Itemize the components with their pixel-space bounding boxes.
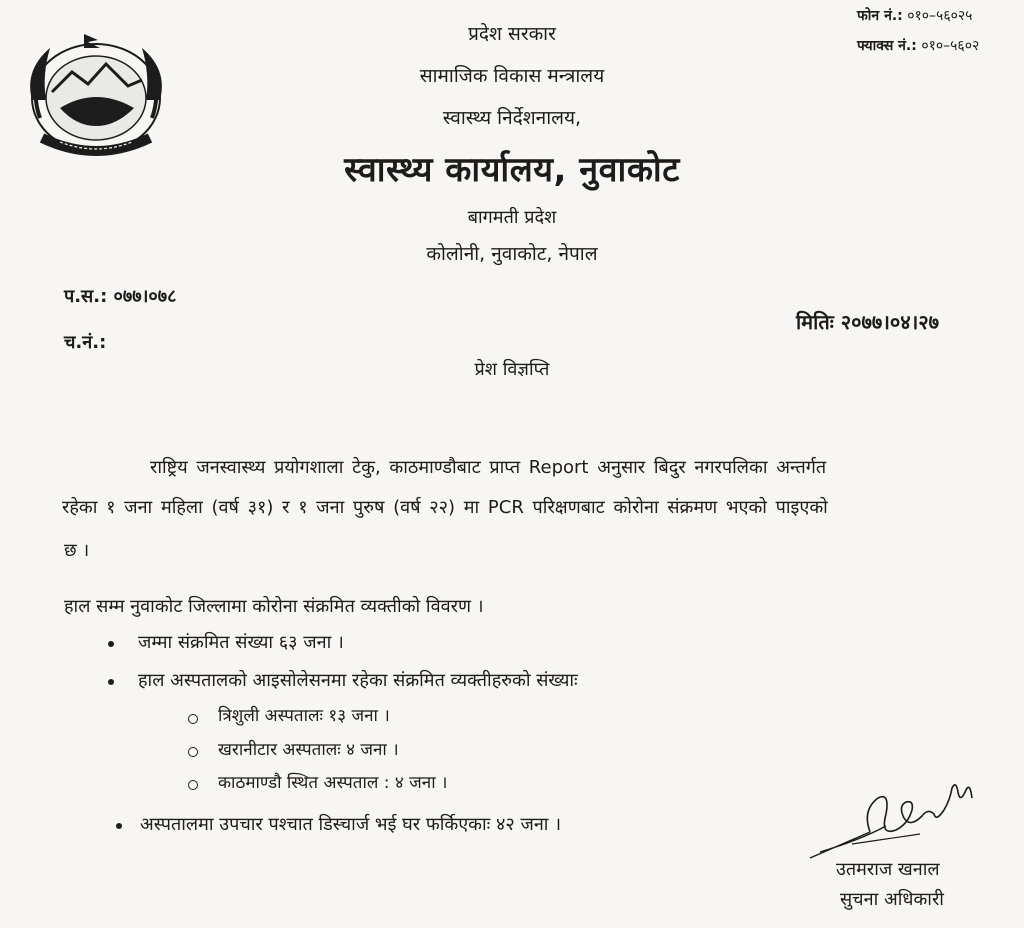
- summary-heading: हाल सम्म नुवाकोट जिल्लामा कोरोना संक्रमित व्यक्तीको विवरण ।: [64, 596, 484, 617]
- fax-value: ०१०–५६०२: [921, 38, 980, 54]
- document-date: मितिः २०७७।०४।२७: [796, 310, 940, 334]
- circle-bullet-icon: [188, 780, 198, 790]
- provincial-government: प्रदेश सरकार: [468, 23, 556, 45]
- signatory-name: उतमराज खनाल: [836, 859, 940, 880]
- province-name: बागमती प्रदेश: [467, 207, 557, 228]
- handwritten-signature: [800, 770, 990, 865]
- list-item-discharged: अस्पतालमा उपचार पश्चात डिस्चार्ज भई घर फर्किएकाः ४२ जना ।: [140, 814, 562, 835]
- paragraph-line-2: रहेका १ जना महिला (वर्ष ३१) र १ जना पुरुष (वर्ष २२) मा PCR परिक्षणबाट कोरोना संक्रमण भएको पाइएको: [62, 497, 828, 518]
- phone-value: ०१०–५६०२५: [907, 8, 973, 24]
- circle-bullet-icon: [188, 714, 198, 724]
- office-address: कोलोनी, नुवाकोट, नेपाल: [426, 243, 598, 265]
- paragraph-line-1: राष्ट्रिय जनस्वास्थ्य प्रयोगशाला टेकु, काठमाण्डौबाट प्राप्त Report अनुसार बिदुर नगरपलिका अन्तर्गत: [150, 457, 827, 478]
- fax-number: [857, 36, 979, 55]
- sub-item-trishuli: त्रिशुली अस्पतालः १३ जना ।: [218, 706, 390, 726]
- paragraph-line-3: छ ।: [64, 540, 90, 561]
- ministry-name: सामाजिक विकास मन्त्रालय: [419, 65, 605, 87]
- signatory-role: सुचना अधिकारी: [840, 889, 944, 910]
- sub-item-kharanitar: खरानीटार अस्पतालः ४ जना ।: [218, 740, 399, 760]
- bullet-icon: [116, 823, 122, 829]
- bullet-icon: [108, 679, 114, 685]
- reference-number: प.स.: ०७७।०७८: [64, 286, 177, 307]
- directorate-name: स्वास्थ्य निर्देशनालय,: [442, 107, 582, 129]
- circle-bullet-icon: [188, 747, 198, 757]
- press-release-title: प्रेश विज्ञप्ति: [474, 359, 550, 380]
- list-item-total-infected: जम्मा संक्रमित संख्या ६३ जना ।: [138, 632, 344, 653]
- bullet-icon: [108, 641, 114, 647]
- office-name: स्वास्थ्य कार्यालय, नुवाकोट: [344, 150, 680, 190]
- list-item-isolation: हाल अस्पतालको आइसोलेसनमा रहेका संक्रमित व्यक्तीहरुको संख्याः: [138, 670, 578, 691]
- sub-item-kathmandu: काठमाण्डौ स्थित अस्पताल : ४ जना ।: [218, 773, 448, 793]
- dispatch-number: च.नं.:: [64, 332, 107, 353]
- phone-label: फोन नं.:: [857, 8, 903, 24]
- nepal-government-emblem: [20, 30, 172, 162]
- phone-number: [857, 6, 972, 25]
- fax-label: फ्याक्स नं.:: [857, 38, 917, 54]
